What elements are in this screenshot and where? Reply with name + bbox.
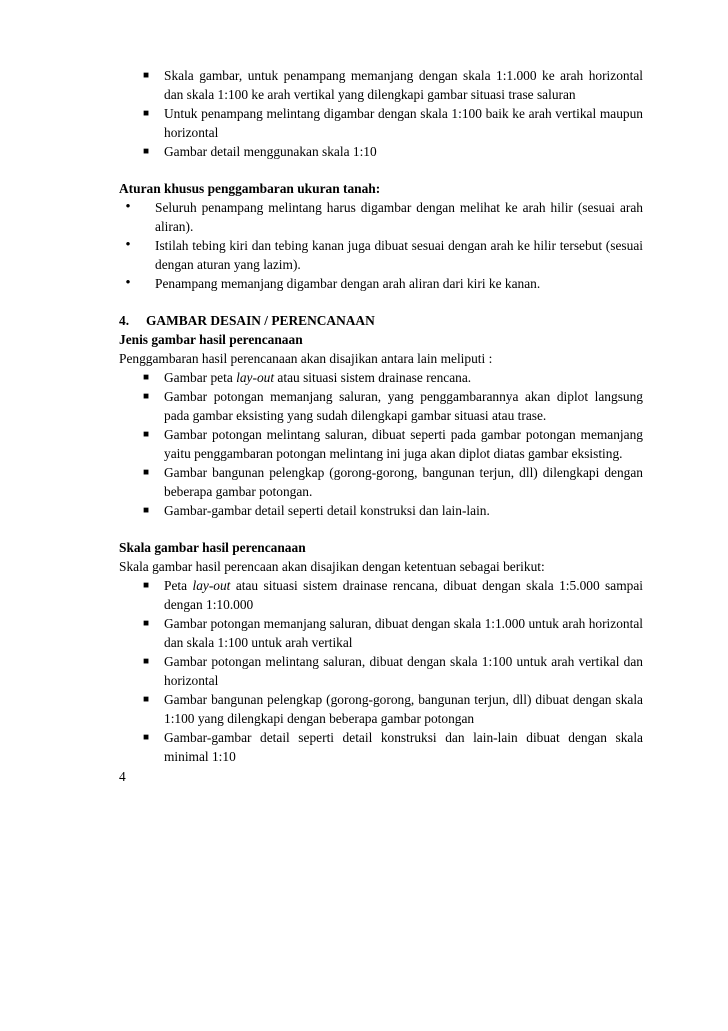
square-bullet-icon: ■ [142,146,150,157]
list-item: ■ Gambar detail menggunakan skala 1:10 [119,142,643,161]
list-item: ■ Gambar-gambar detail seperti detail konstruksi dan lain-lain dibuat dengan skala minimal 1:10 [119,728,643,766]
bullet-icon: • [125,275,131,291]
square-bullet-icon: ■ [142,372,150,383]
list-item: ■ Skala gambar, untuk penampang memanjang dengan skala 1:1.000 ke arah horizontal dan skala 1:100 ke arah vertikal yang dilengkapi gambar situasi trase saluran [119,66,643,104]
square-bullet-icon: ■ [142,580,150,591]
square-bullet-icon: ■ [142,108,150,119]
bullet-icon: • [125,199,131,215]
list-item: • Seluruh penampang melintang harus digambar dengan melihat ke arah hilir (sesuai arah aliran). [119,198,643,236]
list-item: ■ Gambar potongan memanjang saluran, dibuat dengan skala 1:1.000 untuk arah horizontal dan skala 1:100 untuk arah vertikal [119,614,643,652]
jenis-intro: Penggambaran hasil perencanaan akan disajikan antara lain meliputi : [119,351,493,366]
square-bullet-icon: ■ [142,467,150,478]
section-title: 4. GAMBAR DESAIN / PERENCANAAN [119,313,375,328]
square-bullet-icon: ■ [142,429,150,440]
page-number: 4 [119,769,126,784]
list-item: ■ Peta lay-out atau situasi sistem drainase rencana, dibuat dengan skala 1:5.000 sampai dengan 1:10.000 [119,576,643,614]
square-bullet-icon: ■ [142,391,150,402]
list-item: • Penampang memanjang digambar dengan arah aliran dari kiri ke kanan. [119,274,643,293]
skala-heading: Skala gambar hasil perencanaan [119,540,306,555]
square-bullet-icon: ■ [142,505,150,516]
skala-list [119,576,643,766]
square-bullet-icon: ■ [142,618,150,629]
skala-intro: Skala gambar hasil perencaan akan disajikan dengan ketentuan sebagai berikut: [119,559,545,574]
square-bullet-icon: ■ [142,694,150,705]
document-page [119,66,643,766]
jenis-list [119,368,643,520]
square-bullet-icon: ■ [142,70,150,81]
list-item: • Istilah tebing kiri dan tebing kanan juga dibuat sesuai dengan arah ke hilir tersebut (sesuai dengan aturan yang lazim). [119,236,643,274]
list-item: ■ Gambar potongan melintang saluran, dibuat dengan skala 1:100 untuk arah vertikal dan horizontal [119,652,643,690]
list-item: ■ Gambar potongan memanjang saluran, yang penggambarannya akan diplot langsung pada gambar eksisting yang sudah dilengkapi gambar situasi atau trase. [119,387,643,425]
list-item: ■ Gambar peta lay-out atau situasi sistem drainase rencana. [119,368,643,387]
list-item: ■ Gambar-gambar detail seperti detail konstruksi dan lain-lain. [119,501,643,520]
bullet-icon: • [125,237,131,253]
list-item: ■ Untuk penampang melintang digambar dengan skala 1:100 baik ke arah vertikal maupun horizontal [119,104,643,142]
jenis-heading: Jenis gambar hasil perencanaan [119,332,303,347]
scale-list [119,66,643,161]
list-item: ■ Gambar bangunan pelengkap (gorong-gorong, bangunan terjun, dll) dibuat dengan skala 1:100 yang dilengkapi dengan beberapa gambar potongan [119,690,643,728]
list-item: ■ Gambar bangunan pelengkap (gorong-gorong, bangunan terjun, dll) dilengkapi dengan beberapa gambar potongan. [119,463,643,501]
list-item: ■ Gambar potongan melintang saluran, dibuat seperti pada gambar potongan memanjang yaitu penggambaran potongan melintang ini juga akan diplot diatas gambar eksisting. [119,425,643,463]
square-bullet-icon: ■ [142,656,150,667]
square-bullet-icon: ■ [142,732,150,743]
aturan-heading: Aturan khusus penggambaran ukuran tanah: [119,181,381,196]
aturan-list [119,198,643,293]
